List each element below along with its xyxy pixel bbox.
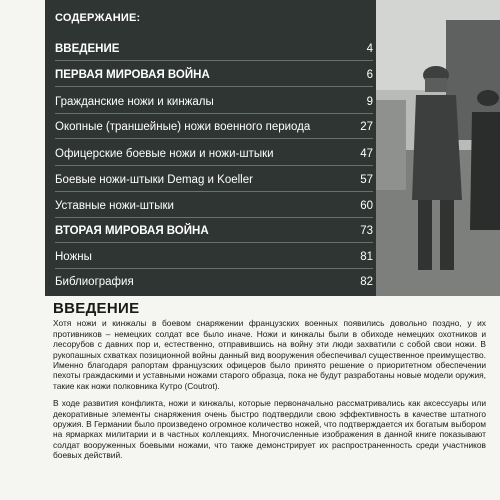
toc-item-title: Ножны — [55, 251, 92, 263]
toc-item-scabbards — [55, 248, 373, 269]
toc-item-page: 9 — [366, 96, 373, 108]
toc-item-page: 57 — [360, 174, 373, 186]
historical-photo — [376, 0, 500, 296]
toc-item-page: 82 — [360, 276, 373, 288]
introduction-paragraph-2: В ходе развития конфликта, ножи и кинжалы, которые первоначально рассматривались как аксессуары или декоративные элементы снаряжения очень быстро подтвердили свою эффективность в качестве штатного оружия. В Германии было произведено огромное количество ножей, что подтверждается их богатым выбором на ярмарках милитарии и в частных коллекциях. Многочисленные изображения в данной книге показывают солдат вооруженных боевыми ножами, что также демонстрирует их распространенность среди участников боевых действий. — [53, 398, 486, 461]
toc-item-civil-knives — [55, 93, 373, 114]
toc-item-officer-knives — [55, 145, 373, 166]
toc-item-title: ВТОРАЯ МИРОВАЯ ВОЙНА — [55, 225, 209, 237]
toc-item-title: Окопные (траншейные) ножи военного периода — [55, 121, 311, 133]
toc-heading: СОДЕРЖАНИЕ: — [55, 12, 141, 24]
toc-item-title: Офицерские боевые ножи и ножи-штыки — [55, 148, 274, 160]
toc-item-title: ВВЕДЕНИЕ — [55, 43, 120, 55]
toc-item-bibliography — [55, 273, 373, 293]
toc-item-title: Библиография — [55, 276, 134, 288]
toc-item-title: ПЕРВАЯ МИРОВАЯ ВОЙНА — [55, 69, 210, 81]
toc-item-introduction — [55, 40, 373, 61]
table-of-contents — [45, 0, 376, 296]
toc-item-trench-knives — [55, 118, 373, 139]
toc-item-ww1 — [55, 66, 373, 87]
toc-item-page: 73 — [360, 225, 373, 237]
introduction-title: ВВЕДЕНИЕ — [53, 300, 140, 317]
introduction-section — [45, 298, 486, 468]
toc-item-page: 4 — [366, 43, 373, 55]
toc-item-page: 81 — [360, 251, 373, 263]
toc-item-title: Боевые ножи-штыки Demag и Koeller — [55, 174, 253, 186]
toc-item-page: 27 — [360, 121, 373, 133]
soldiers-photo-illustration — [376, 0, 500, 296]
toc-item-regulation-bayonets — [55, 197, 373, 218]
toc-item-ww2 — [55, 222, 373, 243]
toc-item-page: 6 — [366, 69, 373, 81]
toc-item-page: 47 — [360, 148, 373, 160]
introduction-paragraph-1: Хотя ножи и кинжалы в боевом снаряжении французских военных появились довольно поздно, у их противников – немецких солдат все было иначе. Ножи и кинжалы были в обиходе немецких охотников и лесорубов с давних пор и, естественно, отправившись на войну эти люди захватили с собой свои ножи. В рукопашных схватках позиционной войны данный вид вооружения обеспечивал существенное преимущество. Именно благодаря рапортам французских офицеров было принято решение о приоритетном обеспечении пехоты граждаскими и уставными ножами старого образца, пока не будут разработаны новые модели оружия, такие как ножи полковника Кутро (Coutrot). — [53, 318, 486, 391]
toc-item-title: Гражданские ножи и кинжалы — [55, 96, 214, 108]
page-margin — [0, 0, 45, 500]
toc-item-page: 60 — [360, 200, 373, 212]
toc-item-demag-koeller — [55, 171, 373, 192]
toc-item-title: Уставные ножи-штыки — [55, 200, 174, 212]
